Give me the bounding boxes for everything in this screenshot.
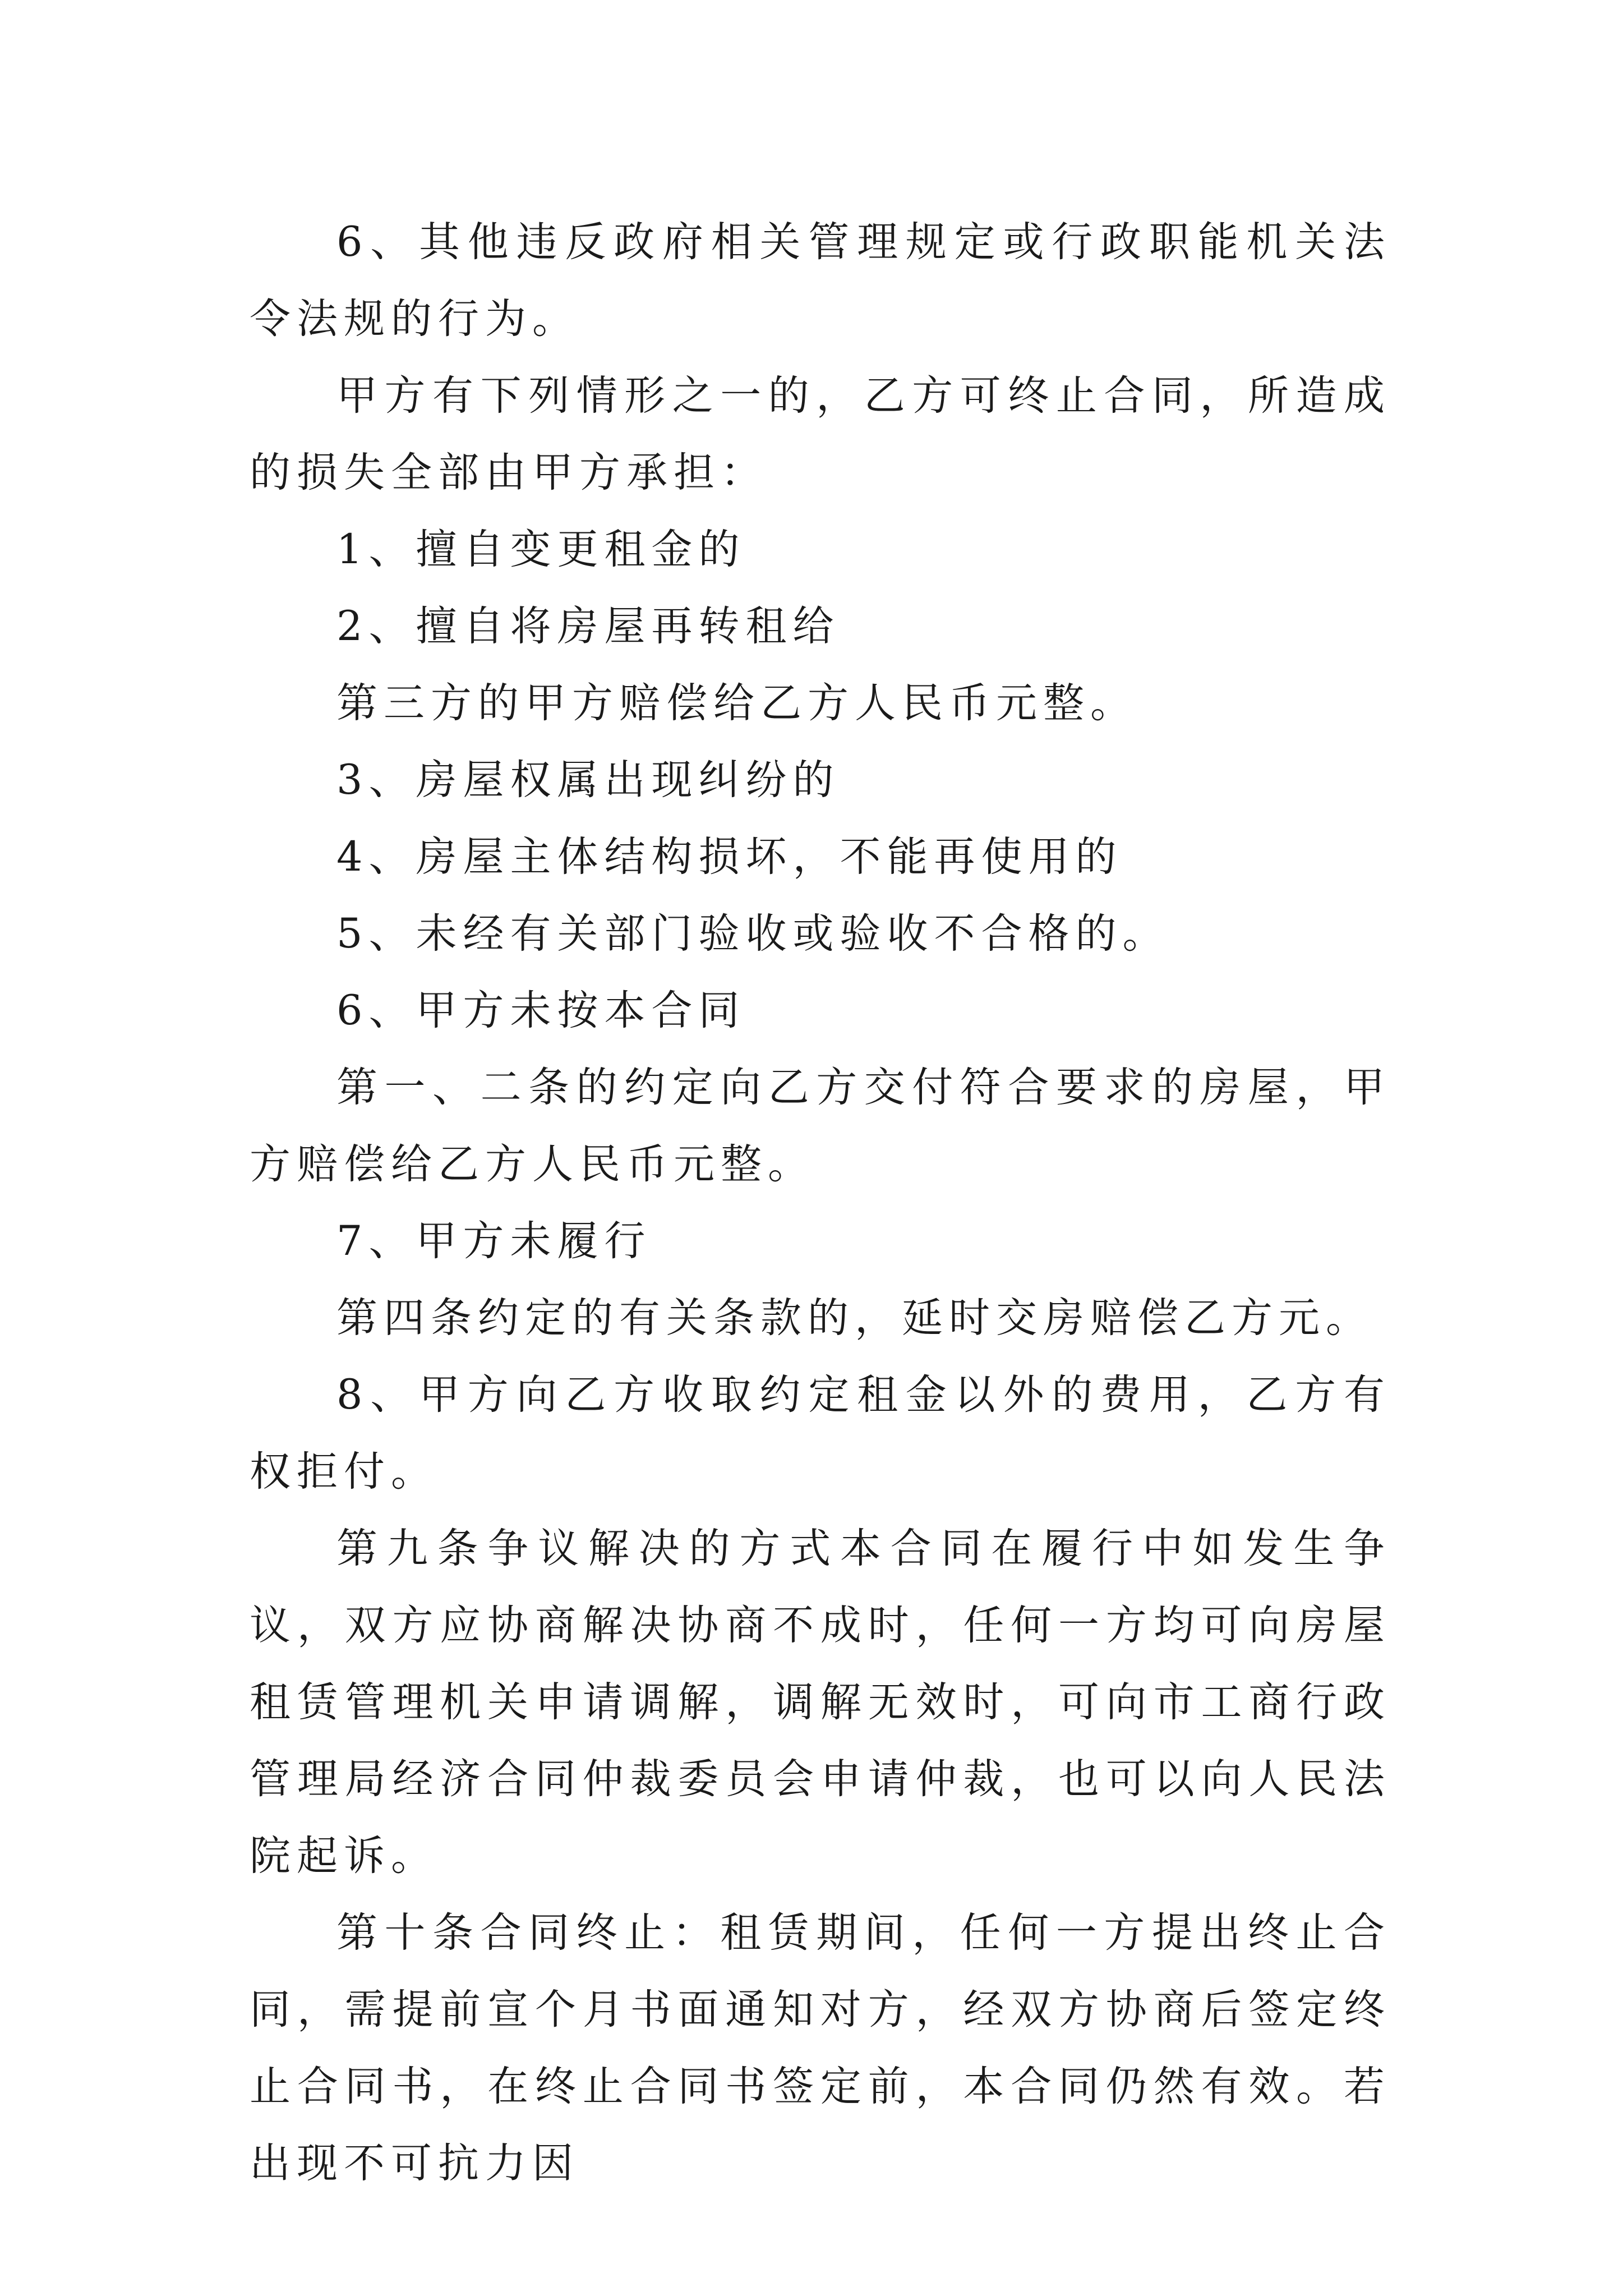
paragraph-item-4: 4、房屋主体结构损坏，不能再使用的 <box>336 833 1123 881</box>
paragraph-item-5: 5、未经有关部门验收或验收不合格的。 <box>336 910 1170 958</box>
paragraph-item-2-continued: 第三方的甲方赔偿给乙方人民币元整。 <box>336 679 1137 727</box>
paragraph-item-8: 8、甲方向乙方收取约定租金以外的费用，乙方有权拒付。 <box>250 1371 1391 1496</box>
paragraph-party-a-termination-conditions: 甲方有下列情形之一的，乙方可终止合同，所造成的损失全部由甲方承担： <box>250 372 1391 496</box>
paragraph-item-1: 1、擅自变更租金的 <box>336 526 746 573</box>
paragraph-item-7-continued: 第四条约定的有关条款的，延时交房赔偿乙方元。 <box>336 1294 1373 1342</box>
document-body <box>250 204 1391 2202</box>
paragraph-item-7: 7、甲方未履行 <box>336 1217 652 1265</box>
paragraph-item-6-continued: 第一、二条的约定向乙方交付符合要求的房屋，甲方赔偿给乙方人民币元整。 <box>250 1064 1391 1188</box>
paragraph-item-6: 6、甲方未按本合同 <box>336 987 746 1034</box>
paragraph-article-9-dispute-resolution: 第九条争议解决的方式本合同在履行中如发生争议，双方应协商解决协商不成时，任何一方均可向房屋租赁管理机关申请调解，调解无效时，可向市工商行政管理局经济合同仲裁委员会申请仲裁，也可以向人民法院起诉。 <box>250 1525 1391 1880</box>
paragraph-item-2: 2、擅自将房屋再转租给 <box>336 602 840 650</box>
paragraph-article-10-contract-termination: 第十条合同终止：租赁期间，任何一方提出终止合同，需提前宣个月书面通知对方，经双方协商后签定终止合同书，在终止合同书签定前，本合同仍然有效。若出现不可抗力因 <box>250 1909 1391 2187</box>
paragraph-item-3: 3、房屋权属出现纠纷的 <box>336 756 840 804</box>
paragraph-clause-6-other-violations: 6、其他违反政府相关管理规定或行政职能机关法令法规的行为。 <box>250 218 1391 343</box>
